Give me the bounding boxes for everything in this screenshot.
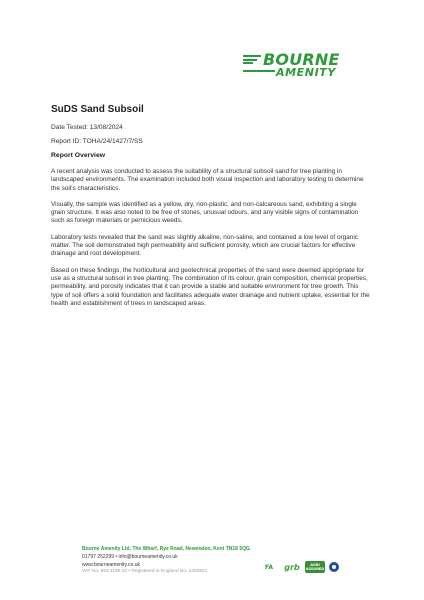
bourne-amenity-logo [243,51,383,81]
grb-badge-icon: grb [284,562,300,572]
logo-word-bourne: BOURNE [263,50,340,69]
overview-paragraph: Based on these findings, the horticultural and geotechnical properties of the sand were deemed appropriate for use as a structural subsoil in tree planting. The combination of its colour, grain composition, chemical properties, permeability, and porosity indicates that it can provide a stable and suitable environment for tree growth. This type of soil offers a solid foundation and facilitates adequate water drainage and nutrient uptake, essential for the health and establishment of trees in landscaped areas. [51,266,370,307]
logo-speed-bars [243,55,261,64]
report-id: Report ID: TOHA/24/1427/7/SS [51,138,143,145]
overview-paragraph: Laboratory tests revealed that the sand was slightly alkaline, non-saline, and contained a low level of organic matter. The soil demonstrated high permeability and sufficient porosity, which are crucial factors for effective drainage and root development. [51,233,358,258]
footer-company-address: Bourne Amenity Ltd, The Wharf, Rye Road, Newenden, Kent TN18 5QG [82,546,250,552]
logo-bar [243,55,261,57]
circular-seal-icon [329,562,339,572]
logo-bar [243,62,253,64]
footer-website: www.bourneamenity.co.uk [82,561,140,568]
overview-paragraph: A recent analysis was conducted to assess the suitability of a structural subsoil sand for tree planting in landscaped environments. The examination included both visual inspection and laboratory testing to determine the soil's characteristics. [51,168,364,192]
report-content [51,104,371,316]
fa-badge-icon: FA [264,563,274,571]
accreditation-badges [259,560,339,574]
logo-underline-bar [243,70,275,72]
overview-heading: Report Overview [51,152,106,159]
report-title: SuDS Sand Subsoil [51,104,144,115]
date-tested: Date Tested: 13/08/2024 [51,124,123,131]
footer-contact: 01797 252299 • info@bourneamenity.co.uk [82,554,178,560]
logo-word-amenity: AMENITY [276,66,336,79]
footer-registration: VAT No. 863 1190 22 • Registered in England No. 3453821 [82,569,208,574]
certification-badge-icon: AGRI ASSURED [305,563,325,571]
overview-paragraph: Visually, the sample was identified as a yellow, dry, non-plastic, and non-calcareous sand, exhibiting a single grain structure. It was also noted to be free of stones, unusual odours, and any visible signs of contamination such as foreign materials or pernicious weeds. [51,200,359,225]
logo-bar [243,59,257,61]
